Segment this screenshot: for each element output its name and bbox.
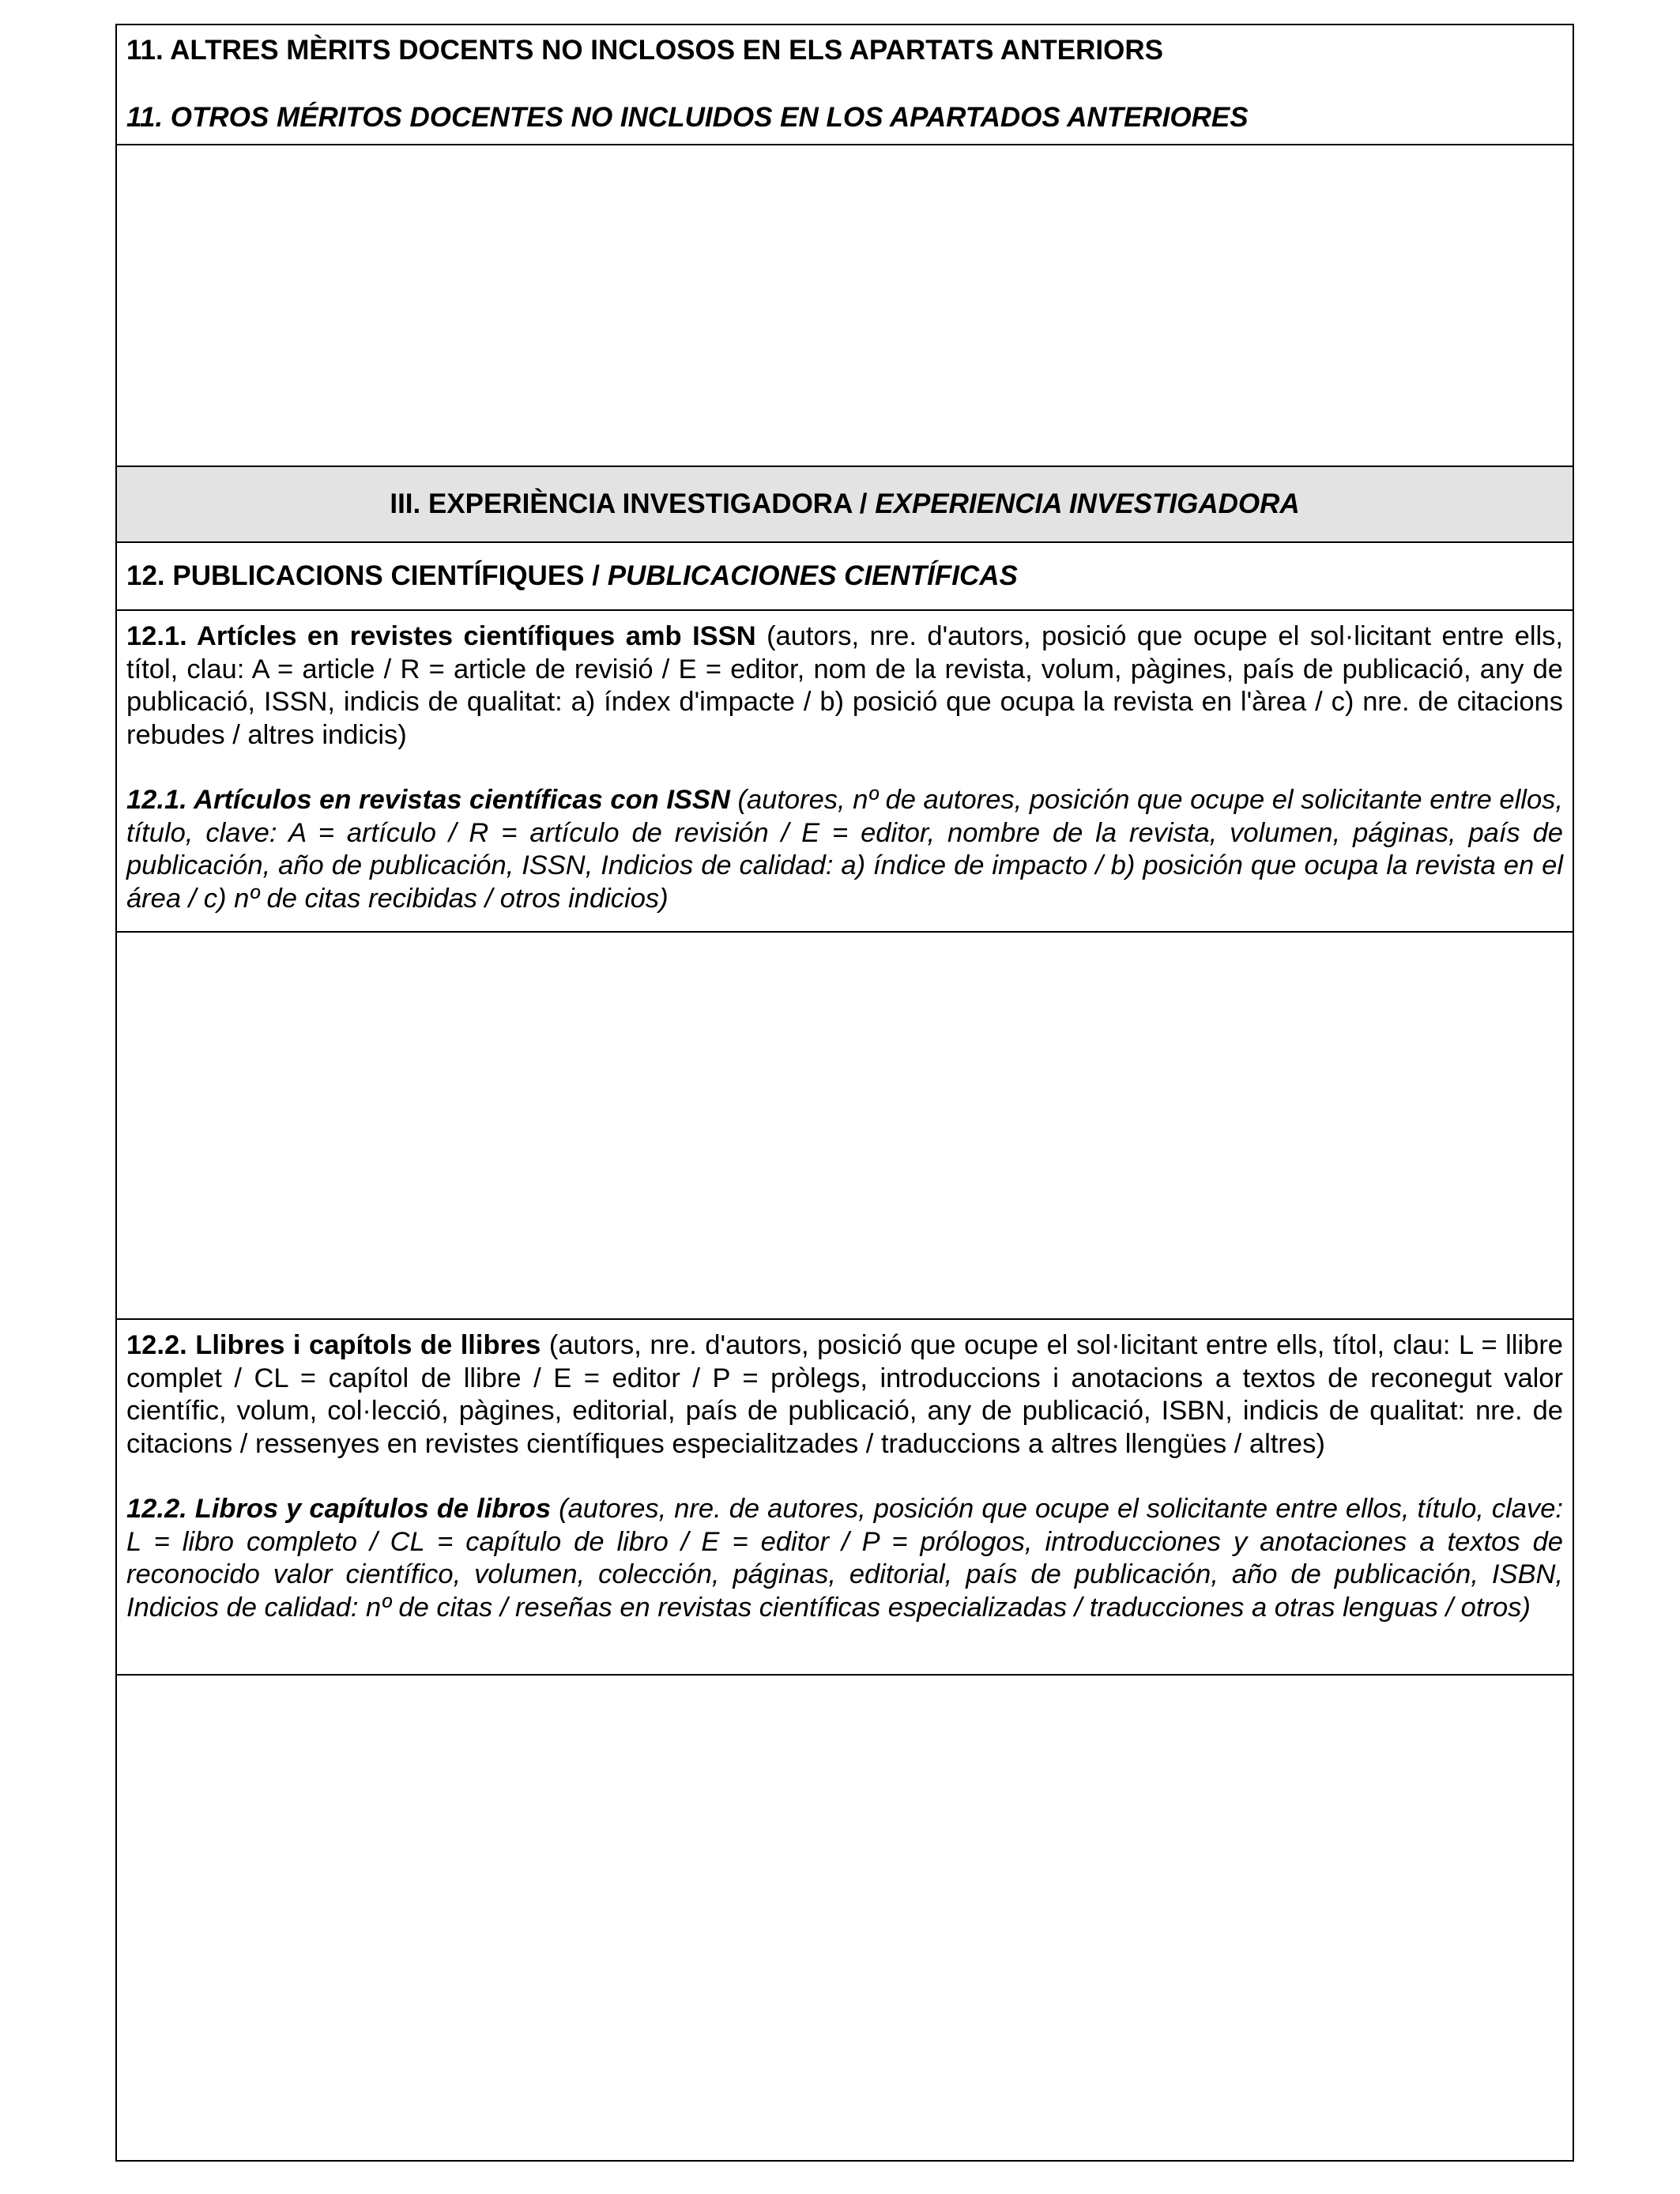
item-12-2-body-ca: (autors, nre. d'autors, posició que ocupe el sol·licitant entre ells, títol, clau: L = llibre complet / CL = capítol de llibre / E = editor / P = pròlegs, introduccions i anotacions a textos de reconegut valor científic, volum, col·lecció, pàgines, editorial, país de publicació, any de publicació, ISBN, indicis de qualitat: nre. de citacions / ressenyes en revistes científiques especialitzades / traduccions a altres llengües / altres) — [126, 1330, 1563, 1459]
section-11-title-es: 11. OTROS MÉRITOS DOCENTES NO INCLUIDOS EN LOS APARTADOS ANTERIORES — [126, 102, 1249, 133]
item-12-2-text-es — [126, 1493, 1563, 1624]
block-3-header — [117, 467, 1573, 543]
section-12-title-es: PUBLICACIONES CIENTÍFICAS — [607, 560, 1018, 591]
section-11-answer-area[interactable] — [117, 145, 1573, 467]
block-3-title-es: EXPERIENCIA INVESTIGADORA — [875, 488, 1300, 519]
item-12-1-text-ca — [126, 620, 1563, 752]
item-12-1-description — [117, 611, 1573, 933]
item-12-1-answer-area[interactable] — [117, 933, 1573, 1320]
item-12-2-body-es: (autores, nre. de autores, posición que ocupe el solicitante entre ellos, título, clave: L = libro completo / CL = capítulo de libro / E = editor / P = prólogos, introducciones y anotaciones a textos de reconocido valor científico, volumen, colección, páginas, editorial, país de publicación, año de publicación, ISBN, Indicios de calidad: nº de citas / reseñas en revistas científicas especializadas / traducciones a otras lenguas / otros) — [126, 1494, 1563, 1623]
item-12-1-text-es — [126, 784, 1563, 915]
item-12-1-body-es: (autores, nº de autores, posición que ocupe el solicitante entre ellos, título, clave: A = artículo / R = artículo de revisión / E = editor, nombre de la revista, volumen, páginas, país de publicación, año de publicación, ISSN, Indicios de calidad: a) índice de impacto / b) posición que ocupa la revista en el área / c) nº de citas recibidas / otros indicios) — [126, 785, 1563, 914]
item-12-1-lead-es: 12.1. Artículos en revistas científicas con ISSN — [126, 785, 730, 815]
section-11-header — [117, 25, 1573, 145]
section-11-title-ca: 11. ALTRES MÈRITS DOCENTS NO INCLOSOS EN ELS APARTATS ANTERIORS — [126, 35, 1163, 66]
block-3-title-ca: III. EXPERIÈNCIA INVESTIGADORA / — [390, 488, 868, 519]
section-12-header — [117, 543, 1573, 611]
item-12-2-lead-es: 12.2. Libros y capítulos de libros — [126, 1494, 552, 1524]
item-12-2-description — [117, 1320, 1573, 1676]
item-12-2-answer-area[interactable] — [117, 1676, 1573, 2160]
form-table — [115, 24, 1574, 2162]
item-12-1-lead-ca: 12.1. Artícles en revistes científiques amb ISSN — [126, 621, 756, 651]
item-12-2-lead-ca: 12.2. Llibres i capítols de llibres — [126, 1330, 541, 1360]
section-12-title-ca: 12. PUBLICACIONS CIENTÍFIQUES / — [126, 560, 600, 591]
item-12-1-body-ca: (autors, nre. d'autors, posició que ocupe el sol·licitant entre ells, títol, clau: A = article / R = article de revisió / E = editor, nom de la revista, volum, pàgines, país de publicació, any de publicació, ISSN, indicis de qualitat: a) índex d'impacte / b) posició que ocupa la revista en l'àrea / c) nre. de citacions rebudes / altres indicis) — [126, 621, 1563, 750]
item-12-2-text-ca — [126, 1329, 1563, 1461]
